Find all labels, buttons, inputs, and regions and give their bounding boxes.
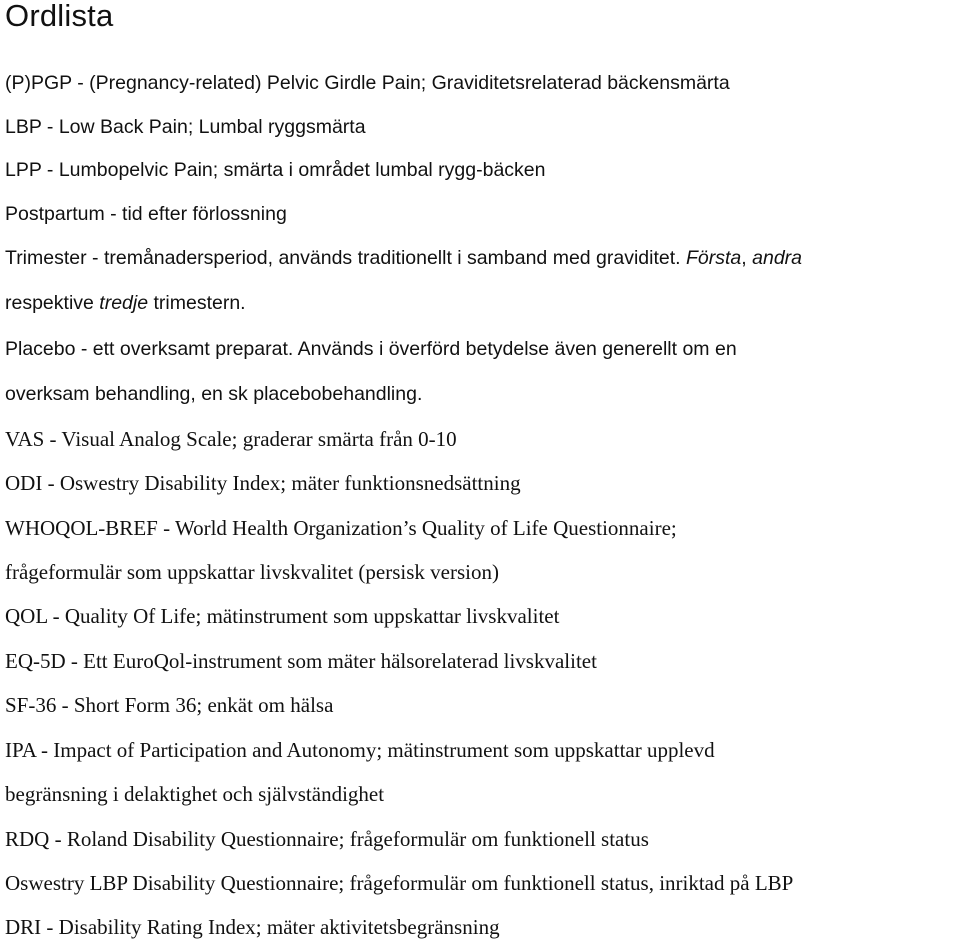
trimester-first: Första [686,247,742,269]
glossary-entry-lbp: LBP - Low Back Pain; Lumbal ryggsmärta [5,116,366,138]
glossary-entry-odi: ODI - Oswestry Disability Index; mäter funktionsnedsättning [5,471,521,495]
glossary-entry-ppgp: (P)PGP - (Pregnancy-related) Pelvic Girdle Pain; Graviditetsrelaterad bäckensmärta [5,72,730,94]
glossary-entry-qol: QOL - Quality Of Life; mätinstrument som uppskattar livskvalitet [5,604,560,628]
trimester-third: tredje [99,292,149,314]
glossary-entry-whoqol: WHOQOL-BREF - World Health Organization’s Quality of Life Questionnaire; [5,516,677,540]
glossary-entry-trimester [5,245,802,271]
glossary-entry-lpp: LPP - Lumbopelvic Pain; smärta i området lumbal rygg-bäcken [5,159,546,181]
trimester-cont-pre: respektive [5,292,100,314]
glossary-entry-sf36: SF-36 - Short Form 36; enkät om hälsa [5,693,334,717]
trimester-second: andra [752,247,802,269]
glossary-entry-trimester-cont [5,290,246,316]
glossary-entry-placebo: Placebo - ett overksamt preparat. Används i överförd betydelse även generellt om en [5,338,737,360]
glossary-entry-vas: VAS - Visual Analog Scale; graderar smärta från 0-10 [5,427,457,451]
glossary-entry-rdq: RDQ - Roland Disability Questionnaire; frågeformulär om funktionell status [5,827,649,851]
glossary-entry-ipa: IPA - Impact of Participation and Autonomy; mätinstrument som uppskattar upplevd [5,738,715,762]
glossary-entry-postpartum: Postpartum - tid efter förlossning [5,203,287,225]
trimester-cont-post: trimestern. [148,292,246,314]
glossary-entry-oswestry-lbp: Oswestry LBP Disability Questionnaire; frågeformulär om funktionell status, inriktad på LBP [5,871,794,895]
glossary-entry-eq5d: EQ-5D - Ett EuroQol-instrument som mäter hälsorelaterad livskvalitet [5,649,597,673]
page-title: Ordlista [5,0,114,33]
glossary-entry-placebo-cont: overksam behandling, en sk placebobehandling. [5,383,423,405]
glossary-entry-ipa-cont: begränsning i delaktighet och självständighet [5,782,385,806]
trimester-text: Trimester - tremånadersperiod, används traditionellt i samband med graviditet. [5,247,687,269]
glossary-entry-dri: DRI - Disability Rating Index; mäter aktivitetsbegränsning [5,915,500,939]
trimester-separator: , [741,247,753,269]
glossary-entry-whoqol-cont: frågeformulär som uppskattar livskvalitet (persisk version) [5,560,499,584]
